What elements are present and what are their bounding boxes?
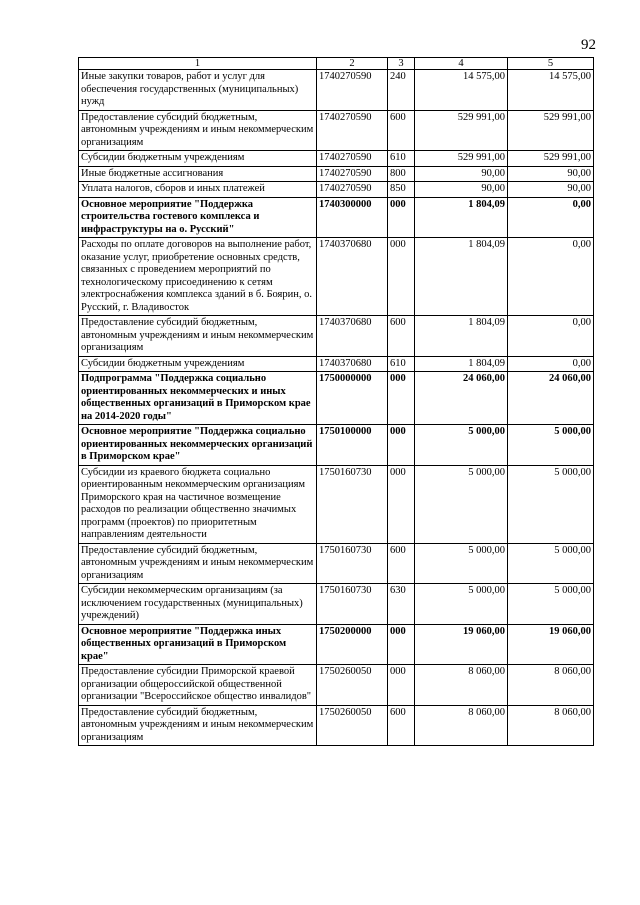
row-type-cell: 800 [388, 166, 415, 182]
table-row [79, 356, 594, 372]
row-value-2-cell: 0,00 [508, 356, 594, 372]
table-row [79, 705, 594, 746]
table-row [79, 70, 594, 111]
header-cell-name: 1 [79, 58, 317, 70]
row-code-cell: 1750160730 [317, 584, 388, 625]
row-type-cell: 850 [388, 182, 415, 198]
row-value-1-cell: 90,00 [415, 166, 508, 182]
row-code-cell: 1750160730 [317, 465, 388, 543]
row-value-2-cell: 8 060,00 [508, 705, 594, 746]
row-value-1-cell: 5 000,00 [415, 465, 508, 543]
row-type-cell: 000 [388, 665, 415, 706]
row-name-cell: Предоставление субсидий бюджетным, автономным учреждениям и иным некоммерческим организациям [79, 705, 317, 746]
row-name-cell: Субсидии некоммерческим организациям (за исключением государственных (муниципальных) учреждений) [79, 584, 317, 625]
row-code-cell: 1740270590 [317, 110, 388, 151]
table-row [79, 372, 594, 425]
row-value-2-cell: 90,00 [508, 166, 594, 182]
table-row [79, 584, 594, 625]
row-value-2-cell: 529 991,00 [508, 151, 594, 167]
row-value-1-cell: 1 804,09 [415, 316, 508, 357]
row-type-cell: 600 [388, 543, 415, 584]
row-code-cell: 1740370680 [317, 356, 388, 372]
row-code-cell: 1740270590 [317, 151, 388, 167]
row-code-cell: 1750260050 [317, 705, 388, 746]
row-code-cell: 1740300000 [317, 197, 388, 238]
table-row [79, 238, 594, 316]
row-type-cell: 610 [388, 151, 415, 167]
row-type-cell: 630 [388, 584, 415, 625]
row-value-2-cell: 8 060,00 [508, 665, 594, 706]
row-value-2-cell: 5 000,00 [508, 465, 594, 543]
table-row [79, 624, 594, 665]
row-type-cell: 000 [388, 372, 415, 425]
row-value-1-cell: 5 000,00 [415, 543, 508, 584]
row-name-cell: Расходы по оплате договоров на выполнение работ, оказание услуг, приобретение основных средств, связанных с проведением мероприятий по технологическому присоединению к сетям электроснабжения комплекса зданий в б. Боярин, о. Русский, г. Владивосток [79, 238, 317, 316]
row-name-cell: Подпрограмма "Поддержка социально ориентированных некоммерческих и иных общественных организаций в Приморском крае на 2014-2020 годы" [79, 372, 317, 425]
row-type-cell: 610 [388, 356, 415, 372]
row-value-1-cell: 1 804,09 [415, 356, 508, 372]
row-value-1-cell: 90,00 [415, 182, 508, 198]
row-value-1-cell: 1 804,09 [415, 197, 508, 238]
row-value-1-cell: 14 575,00 [415, 70, 508, 111]
row-value-1-cell: 19 060,00 [415, 624, 508, 665]
row-code-cell: 1740270590 [317, 166, 388, 182]
row-type-cell: 000 [388, 425, 415, 466]
row-code-cell: 1750000000 [317, 372, 388, 425]
row-code-cell: 1740270590 [317, 70, 388, 111]
row-type-cell: 600 [388, 316, 415, 357]
row-name-cell: Основное мероприятие "Поддержка строительства гостевого комплекса и инфраструктуры на о. Русский" [79, 197, 317, 238]
row-type-cell: 000 [388, 238, 415, 316]
table-row [79, 197, 594, 238]
row-value-1-cell: 1 804,09 [415, 238, 508, 316]
table-row [79, 465, 594, 543]
header-cell-code: 2 [317, 58, 388, 70]
row-name-cell: Основное мероприятие "Поддержка иных общественных организаций в Приморском крае" [79, 624, 317, 665]
row-type-cell: 600 [388, 705, 415, 746]
row-value-2-cell: 5 000,00 [508, 425, 594, 466]
row-name-cell: Предоставление субсидии Приморской краевой организации общероссийской общественной организации "Всероссийское общество инвалидов" [79, 665, 317, 706]
row-value-1-cell: 8 060,00 [415, 705, 508, 746]
row-name-cell: Основное мероприятие "Поддержка социально ориентированных некоммерческих организаций в Приморском крае" [79, 425, 317, 466]
row-value-2-cell: 19 060,00 [508, 624, 594, 665]
row-value-2-cell: 5 000,00 [508, 543, 594, 584]
table-row [79, 166, 594, 182]
row-code-cell: 1740270590 [317, 182, 388, 198]
row-name-cell: Предоставление субсидий бюджетным, автономным учреждениям и иным некоммерческим организациям [79, 110, 317, 151]
row-name-cell: Предоставление субсидий бюджетным, автономным учреждениям и иным некоммерческим организациям [79, 543, 317, 584]
header-row [79, 58, 594, 70]
header-cell-type: 3 [388, 58, 415, 70]
table-row [79, 665, 594, 706]
table-row [79, 316, 594, 357]
row-value-2-cell: 0,00 [508, 197, 594, 238]
row-value-2-cell: 0,00 [508, 316, 594, 357]
row-value-2-cell: 24 060,00 [508, 372, 594, 425]
row-name-cell: Предоставление субсидий бюджетным, автономным учреждениям и иным некоммерческим организациям [79, 316, 317, 357]
row-value-1-cell: 529 991,00 [415, 151, 508, 167]
header-cell-value-2: 5 [508, 58, 594, 70]
row-type-cell: 600 [388, 110, 415, 151]
row-type-cell: 000 [388, 197, 415, 238]
row-value-2-cell: 14 575,00 [508, 70, 594, 111]
row-name-cell: Иные закупки товаров, работ и услуг для обеспечения государственных (муниципальных) нужд [79, 70, 317, 111]
row-code-cell: 1740370680 [317, 316, 388, 357]
row-type-cell: 240 [388, 70, 415, 111]
row-name-cell: Субсидии из краевого бюджета социально ориентированным некоммерческим организациям Приморского края на частичное возмещение расходов по реализации общественно значимых программ (проектов) по приоритетным направлениям деятельности [79, 465, 317, 543]
table-row [79, 543, 594, 584]
row-type-cell: 000 [388, 624, 415, 665]
row-value-2-cell: 529 991,00 [508, 110, 594, 151]
table-row [79, 110, 594, 151]
row-value-2-cell: 0,00 [508, 238, 594, 316]
row-value-1-cell: 8 060,00 [415, 665, 508, 706]
row-name-cell: Субсидии бюджетным учреждениям [79, 151, 317, 167]
row-code-cell: 1750260050 [317, 665, 388, 706]
table-row [79, 425, 594, 466]
row-name-cell: Субсидии бюджетным учреждениям [79, 356, 317, 372]
row-value-2-cell: 5 000,00 [508, 584, 594, 625]
row-type-cell: 000 [388, 465, 415, 543]
header-cell-value-1: 4 [415, 58, 508, 70]
row-value-2-cell: 90,00 [508, 182, 594, 198]
page-number: 92 [581, 37, 596, 53]
table-row [79, 151, 594, 167]
row-code-cell: 1740370680 [317, 238, 388, 316]
row-name-cell: Иные бюджетные ассигнования [79, 166, 317, 182]
row-value-1-cell: 529 991,00 [415, 110, 508, 151]
row-value-1-cell: 5 000,00 [415, 425, 508, 466]
row-code-cell: 1750200000 [317, 624, 388, 665]
table-row [79, 182, 594, 198]
row-value-1-cell: 5 000,00 [415, 584, 508, 625]
row-name-cell: Уплата налогов, сборов и иных платежей [79, 182, 317, 198]
row-value-1-cell: 24 060,00 [415, 372, 508, 425]
budget-table [78, 57, 594, 746]
row-code-cell: 1750160730 [317, 543, 388, 584]
row-code-cell: 1750100000 [317, 425, 388, 466]
